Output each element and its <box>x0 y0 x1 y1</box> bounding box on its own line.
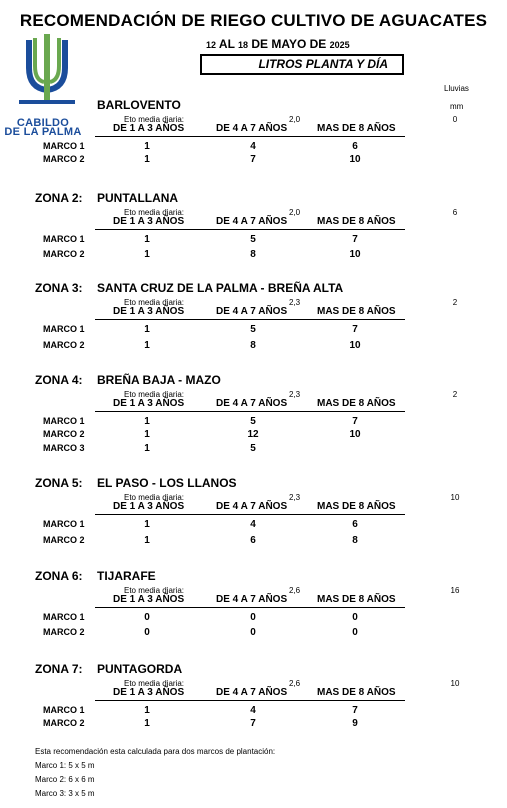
logo-text-line1: CABILDO <box>16 117 70 129</box>
rain-value: 6 <box>452 208 458 217</box>
eto-value: 2,0 <box>289 115 301 124</box>
zone-name: EL PASO - LOS LLANOS <box>97 476 237 490</box>
liters-value: 6 <box>352 141 358 152</box>
liters-value: 1 <box>144 416 150 427</box>
rain-value: 2 <box>452 298 458 307</box>
liters-value: 7 <box>352 416 358 427</box>
liters-value: 10 <box>349 249 361 260</box>
eto-value: 2,3 <box>289 298 301 307</box>
liters-value: 4 <box>250 705 256 716</box>
logo-text-line2: DE LA PALMA <box>4 126 82 138</box>
eto-label: Eto media diaria: <box>124 390 185 399</box>
marco-label: MARCO 1 <box>43 416 85 426</box>
liters-value: 8 <box>250 249 256 260</box>
liters-value: 6 <box>250 535 256 546</box>
zone-name: PUNTAGORDA <box>97 662 183 676</box>
column-header-1-3: DE 1 A 3 AÑOS <box>113 216 185 227</box>
liters-value: 1 <box>144 249 150 260</box>
date-month-text: DE MAYO DE <box>251 37 327 51</box>
liters-value: 10 <box>349 154 361 165</box>
liters-value: 5 <box>250 324 256 335</box>
liters-value: 1 <box>144 535 150 546</box>
date-al: AL <box>218 37 235 51</box>
column-header-4-7: DE 4 A 7 AÑOS <box>216 123 288 134</box>
rain-value: 10 <box>450 493 460 502</box>
column-header-4-7: DE 4 A 7 AÑOS <box>216 306 288 317</box>
rain-value: 16 <box>450 586 460 595</box>
marco-label: MARCO 1 <box>43 705 85 715</box>
zone-label: ZONA 7: <box>35 662 83 676</box>
column-header-1-3: DE 1 A 3 AÑOS <box>113 594 185 605</box>
column-header-1-3: DE 1 A 3 AÑOS <box>113 687 185 698</box>
liters-value: 7 <box>250 154 256 165</box>
column-header-8-plus: MAS DE 8 AÑOS <box>317 398 396 409</box>
table-row <box>0 340 507 352</box>
column-header-4-7: DE 4 A 7 AÑOS <box>216 398 288 409</box>
liters-value: 9 <box>352 718 358 729</box>
column-header-4-7: DE 4 A 7 AÑOS <box>216 501 288 512</box>
notes-line: Marco 1: 5 x 5 m <box>35 761 95 770</box>
eto-value: 2,3 <box>289 390 301 399</box>
liters-value: 7 <box>352 705 358 716</box>
date-range <box>206 37 350 51</box>
notes-intro: Esta recomendación esta calculada para dos marcos de plantación: <box>35 747 276 756</box>
liters-value: 1 <box>144 141 150 152</box>
date-end-day: 18 <box>238 40 249 50</box>
liters-value: 0 <box>352 612 358 623</box>
rain-value: 0 <box>452 115 458 124</box>
date-start-day: 12 <box>206 40 217 50</box>
liters-value: 1 <box>144 443 150 454</box>
eto-label: Eto media diaria: <box>124 115 185 124</box>
eto-label: Eto media diaria: <box>124 298 185 307</box>
zone-name: BARLOVENTO <box>97 98 181 112</box>
cabildo-palma-logo-icon <box>11 30 83 110</box>
column-header-4-7: DE 4 A 7 AÑOS <box>216 594 288 605</box>
column-header-1-3: DE 1 A 3 AÑOS <box>113 123 185 134</box>
table-row <box>0 429 507 441</box>
liters-value: 5 <box>250 234 256 245</box>
zone-label: ZONA 4: <box>35 373 83 387</box>
zone-name: TIJARAFE <box>97 569 156 583</box>
zone-label: ZONA 5: <box>35 476 83 490</box>
table-row <box>0 324 507 336</box>
zone-label: ZONA 6: <box>35 569 83 583</box>
liters-value: 1 <box>144 705 150 716</box>
column-header-1-3: DE 1 A 3 AÑOS <box>113 398 185 409</box>
eto-label: Eto media diaria: <box>124 586 185 595</box>
zone-name: BREÑA BAJA - MAZO <box>97 373 221 387</box>
table-row <box>0 249 507 261</box>
table-row <box>0 443 507 455</box>
marco-label: MARCO 1 <box>43 324 85 334</box>
date-year: 2025 <box>329 40 350 50</box>
eto-label: Eto media diaria: <box>124 493 185 502</box>
column-header-8-plus: MAS DE 8 AÑOS <box>317 687 396 698</box>
marco-label: MARCO 1 <box>43 141 85 151</box>
table-rule <box>95 229 405 230</box>
rain-header: Lluvias <box>444 84 469 93</box>
notes <box>35 745 275 801</box>
marco-label: MARCO 3 <box>43 443 85 453</box>
eto-value: 2,6 <box>289 586 301 595</box>
table-row <box>0 154 507 166</box>
rain-unit: mm <box>450 102 464 111</box>
table-rule <box>95 411 405 412</box>
marco-label: MARCO 2 <box>43 340 85 350</box>
eto-value: 2,6 <box>289 679 301 688</box>
rain-value: 10 <box>450 679 460 688</box>
eto-value: 2,0 <box>289 208 301 217</box>
liters-value: 6 <box>352 519 358 530</box>
table-row <box>0 612 507 624</box>
liters-value: 10 <box>349 429 361 440</box>
liters-value: 7 <box>352 234 358 245</box>
marco-label: MARCO 1 <box>43 612 85 622</box>
table-row <box>0 535 507 547</box>
marco-label: MARCO 1 <box>43 234 85 244</box>
table-row <box>0 718 507 730</box>
table-rule <box>95 514 405 515</box>
liters-value: 1 <box>144 324 150 335</box>
table-row <box>0 234 507 246</box>
liters-value: 1 <box>144 154 150 165</box>
marco-label: MARCO 2 <box>43 429 85 439</box>
liters-value: 4 <box>250 519 256 530</box>
liters-value: 7 <box>352 324 358 335</box>
zone-label: ZONA 2: <box>35 191 83 205</box>
liters-value: 5 <box>250 416 256 427</box>
column-header-8-plus: MAS DE 8 AÑOS <box>317 216 396 227</box>
table-row <box>0 705 507 717</box>
liters-value: 10 <box>349 340 361 351</box>
liters-value: 0 <box>250 612 256 623</box>
notes-line: Marco 2: 6 x 6 m <box>35 775 95 784</box>
table-rule <box>95 607 405 608</box>
marco-label: MARCO 1 <box>43 519 85 529</box>
table-rule <box>95 700 405 701</box>
rain-value: 2 <box>452 390 458 399</box>
liters-value: 12 <box>247 429 259 440</box>
liters-value: 1 <box>144 519 150 530</box>
marco-label: MARCO 2 <box>43 535 85 545</box>
liters-value: 5 <box>250 443 256 454</box>
column-header-8-plus: MAS DE 8 AÑOS <box>317 123 396 134</box>
table-row <box>0 416 507 428</box>
liters-value: 1 <box>144 340 150 351</box>
eto-value: 2,3 <box>289 493 301 502</box>
liters-value: 0 <box>144 612 150 623</box>
liters-value: 8 <box>250 340 256 351</box>
liters-value: 0 <box>250 627 256 638</box>
eto-label: Eto media diaria: <box>124 679 185 688</box>
zone-name: SANTA CRUZ DE LA PALMA - BREÑA ALTA <box>97 281 344 295</box>
table-row <box>0 519 507 531</box>
column-header-8-plus: MAS DE 8 AÑOS <box>317 594 396 605</box>
marco-label: MARCO 2 <box>43 154 85 164</box>
table-rule <box>95 319 405 320</box>
column-header-4-7: DE 4 A 7 AÑOS <box>216 687 288 698</box>
unit-label-box: LITROS PLANTA Y DÍA <box>200 54 404 75</box>
notes-line: Marco 3: 3 x 5 m <box>35 789 95 798</box>
column-header-4-7: DE 4 A 7 AÑOS <box>216 216 288 227</box>
marco-label: MARCO 2 <box>43 718 85 728</box>
liters-value: 0 <box>352 627 358 638</box>
liters-value: 1 <box>144 429 150 440</box>
column-header-8-plus: MAS DE 8 AÑOS <box>317 501 396 512</box>
column-header-1-3: DE 1 A 3 AÑOS <box>113 306 185 317</box>
liters-value: 1 <box>144 234 150 245</box>
zone-name: PUNTALLANA <box>97 191 179 205</box>
column-header-1-3: DE 1 A 3 AÑOS <box>113 501 185 512</box>
liters-value: 7 <box>250 718 256 729</box>
page-title: RECOMENDACIÓN DE RIEGO CULTIVO DE AGUACATES <box>19 11 488 30</box>
zone-label: ZONA 3: <box>35 281 83 295</box>
liters-value: 4 <box>250 141 256 152</box>
marco-label: MARCO 2 <box>43 249 85 259</box>
liters-value: 1 <box>144 718 150 729</box>
table-row <box>0 141 507 153</box>
table-rule <box>95 136 405 137</box>
table-row <box>0 627 507 639</box>
marco-label: MARCO 2 <box>43 627 85 637</box>
liters-value: 0 <box>144 627 150 638</box>
eto-label: Eto media diaria: <box>124 208 185 217</box>
liters-value: 8 <box>352 535 358 546</box>
column-header-8-plus: MAS DE 8 AÑOS <box>317 306 396 317</box>
